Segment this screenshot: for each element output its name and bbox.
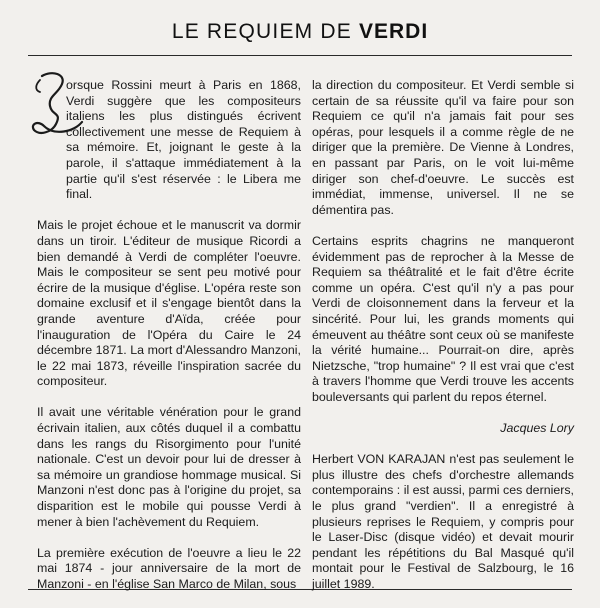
left-column bbox=[37, 78, 301, 608]
title-emphasis: VERDI bbox=[358, 20, 429, 43]
paragraph: Herbert VON KARAJAN n'est pas seulement le plus illustre des chefs d'orchestre allemands contemporains : il est aussi, parmi ces derniers, le plus grand "verdien". Il a enregistré à plusieurs reprises le Requiem, y compris pour le Laser-Disc (disque vidéo) et devait mourir pendant les répétitions du Bal Masqué qu'il montait pour le Festival de Salzbourg, le 16 juillet 1989. bbox=[312, 452, 574, 591]
paragraph: Il avait une véritable vénération pour le grand écrivain italien, aux côtés duquel il a combattu dans les rangs du Risorgimento pour l'unité nationale. C'est un devoir pour lui de dresser à sa mémoire un grandiose hommage musical. Si Manzoni n'est donc pas à l'origine du projet, sa disparition est le mobile qui pousse Verdi à mener à bien l'achèvement du Requiem. bbox=[37, 405, 301, 529]
top-rule bbox=[28, 55, 572, 56]
paragraph: Certains esprits chagrins ne manqueront évidemment pas de reprocher à la Messe de Requiem sa théâtralité et le fait d'être écrite comme un opéra. C'est qu'il n'y a pas pour Verdi de cloisonnement dans la ferveur et la sincérité. Pour lui, les grands moments qui émeuvent au théâtre sont ceux où se manifeste la vérité humaine... Pourrait-on dire, après Nietzsche, "trop humaine" ? Il est vrai que c'est à travers l'homme que Verdi trouve les accents bouleversants qui parlent du repos éternel. bbox=[312, 233, 574, 404]
page-title bbox=[0, 20, 600, 44]
author-signature: Jacques Lory bbox=[500, 421, 574, 436]
paragraph-intro-text: orsque Rossini meurt à Paris en 1868, Verdi suggère que les compositeurs italiens les plus distingués écrivent collectivement une messe de Requiem à sa mémoire. Et, joignant le geste à la parole, il s'attaque immédiatement à la partie qu'il s'est réservée : le Libera me final. bbox=[66, 78, 301, 202]
paragraph: La première exécution de l'oeuvre a lieu le 22 mai 1874 - jour anniversaire de la mort de Manzoni - en l'église San Marco de Milan, sous bbox=[37, 545, 301, 591]
paragraph: Mais le projet échoue et le manuscrit va dormir dans un tiroir. L'éditeur de musique Ricordi a bien demandé à Verdi de compléter l'oeuvre. Mais le compositeur se sent peu motivé pour écrire de la musique d'église. L'opéra reste son domaine exclusif et il s'engage bientôt dans la grande aventure d'Aïda, créée pour l'inauguration de l'Opéra du Caire le 24 décembre 1871. La mort d'Alessandro Manzoni, le 22 mai 1873, réveille l'inspiration sacrée du compositeur. bbox=[37, 218, 301, 389]
title-text: LE REQUIEM DE bbox=[171, 20, 359, 43]
right-column bbox=[312, 78, 574, 608]
paragraph: la direction du compositeur. Et Verdi semble si certain de sa réussite qu'il va faire pour son Requiem ce qu'il n'a jamais fait pour ses opéras, pour lesquels il a comme règle de ne diriger que la première. De Vienne à Londres, en passant par Paris, on le voit lui-même diriger son chef-d'oeuvre. Le succès est immédiat, immense, universel. Il ne se démentira pas. bbox=[312, 78, 574, 217]
paragraph-intro bbox=[37, 78, 301, 203]
